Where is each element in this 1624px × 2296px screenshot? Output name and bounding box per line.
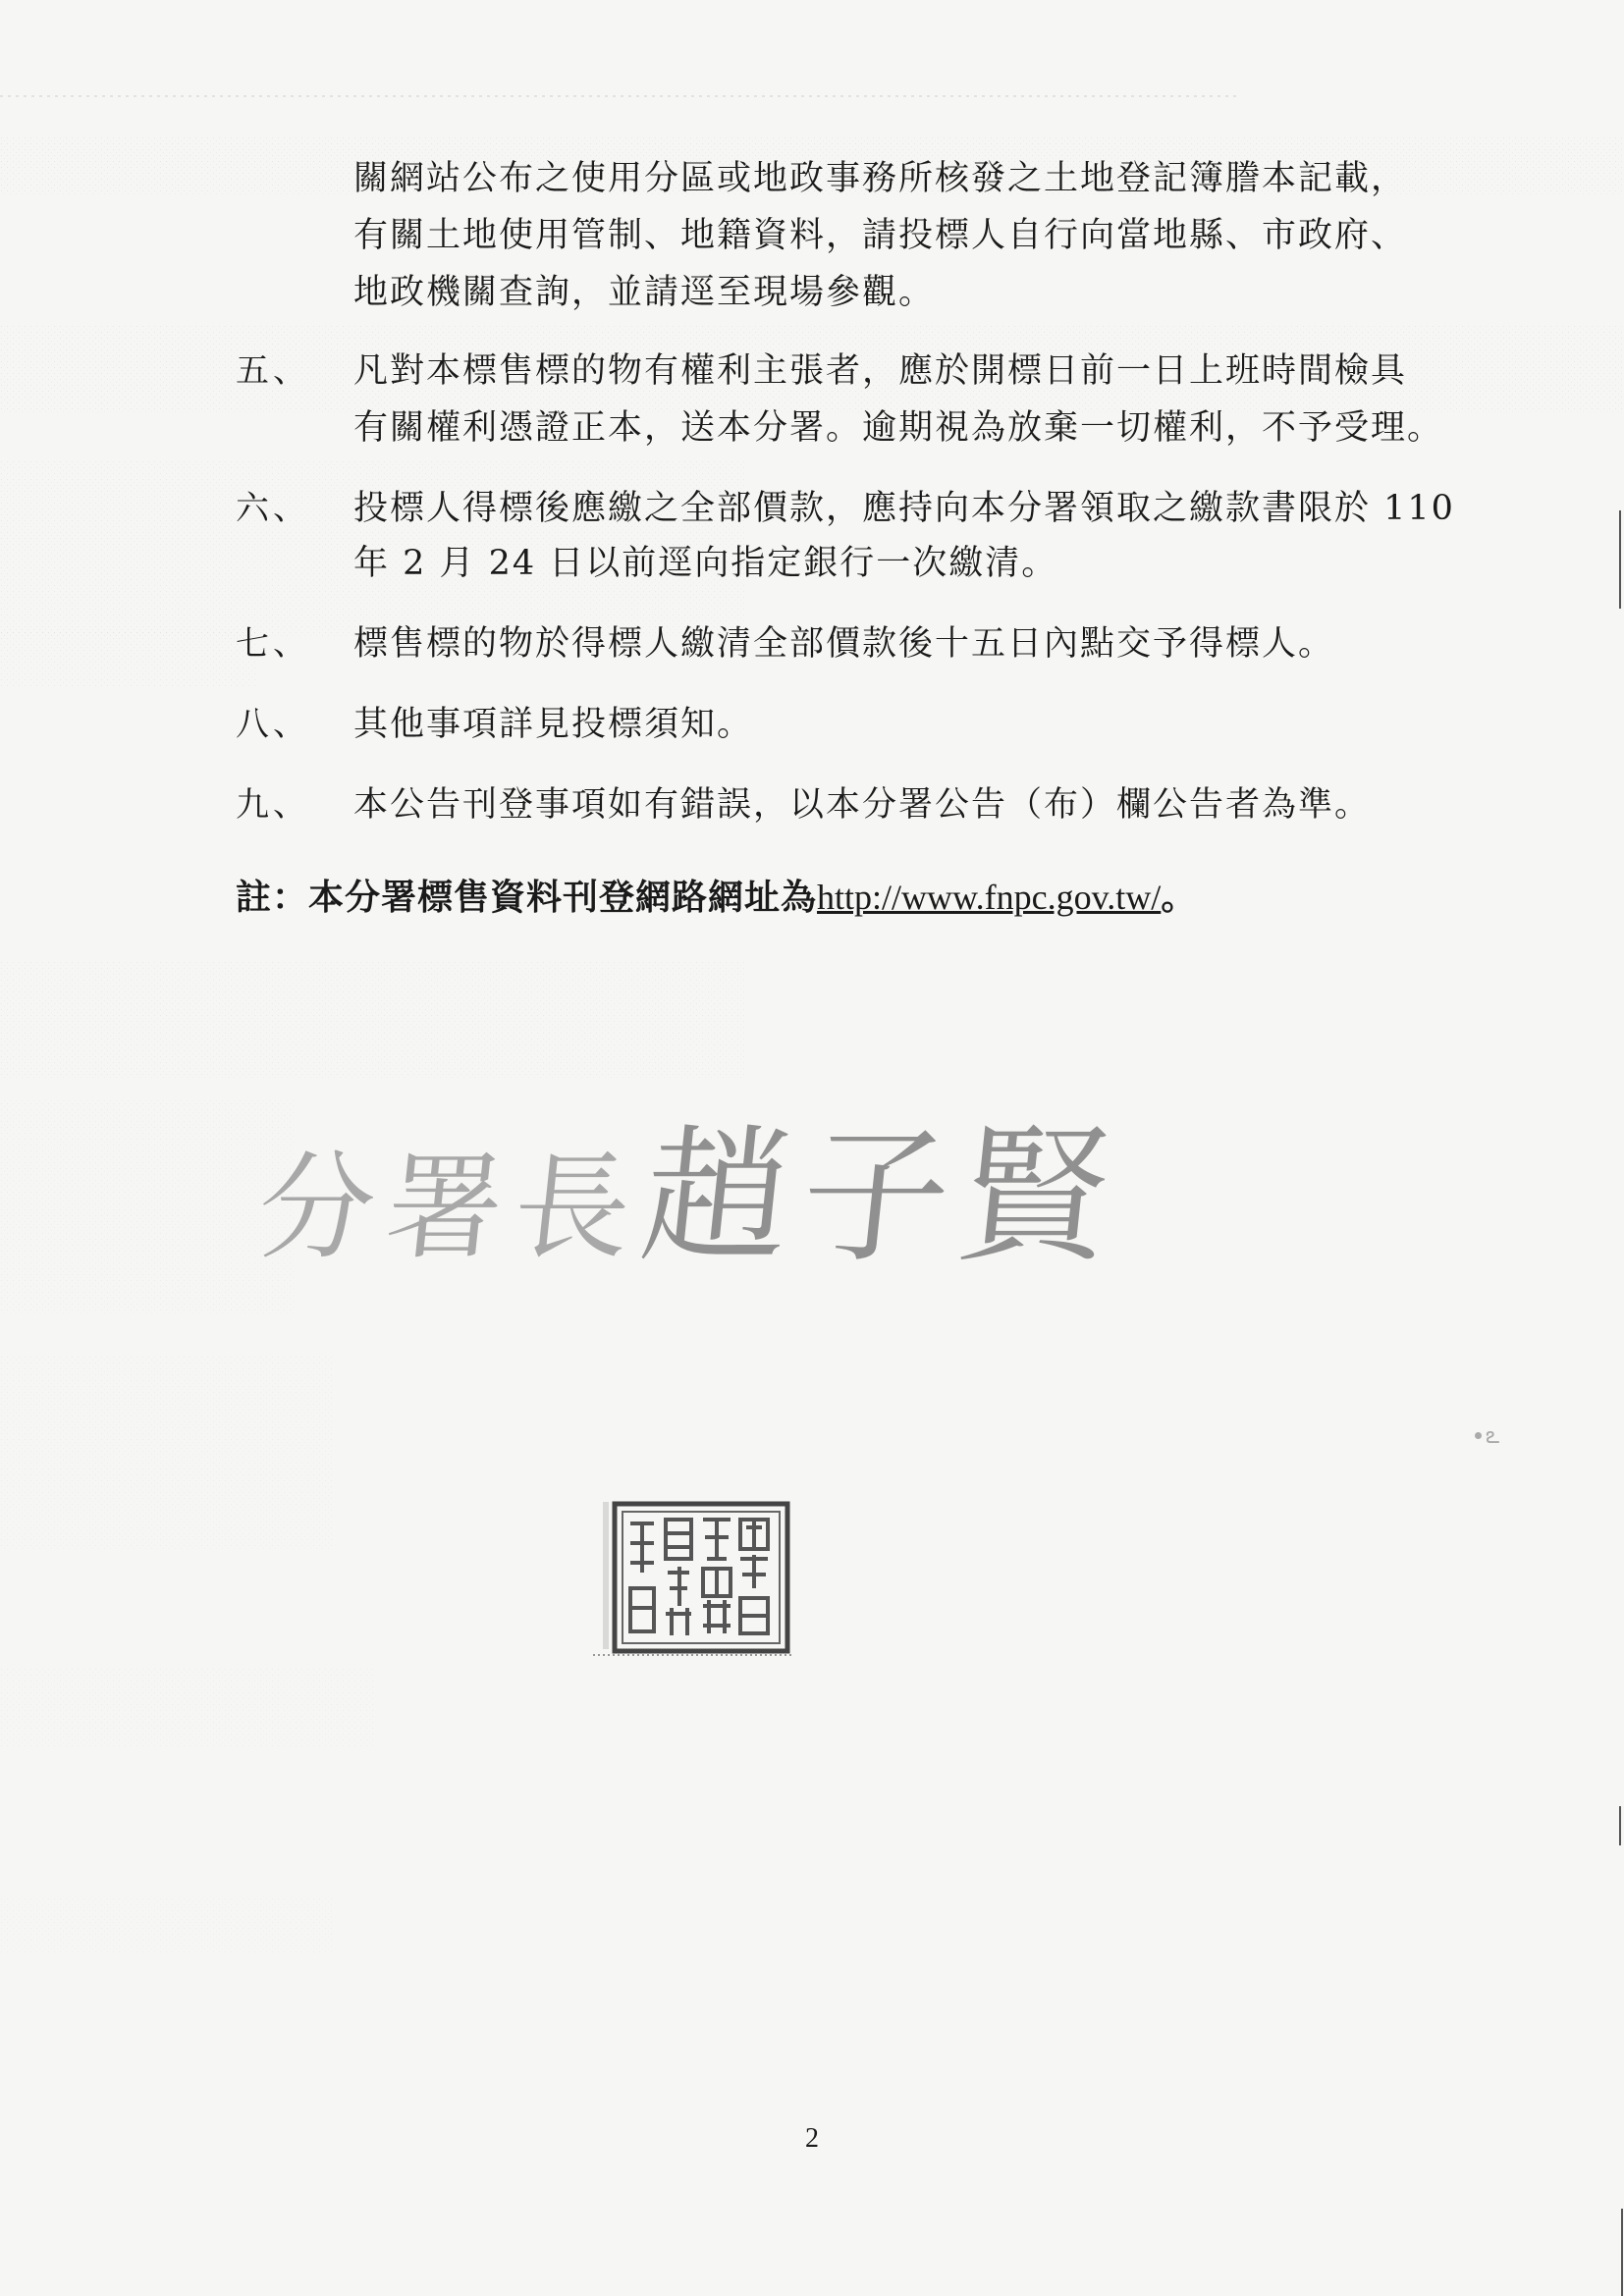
website-note — [236, 876, 1197, 919]
official-seal — [593, 1498, 793, 1661]
item-6-line-2: 年 2 月 24 日以前逕向指定銀行一次繳清。 — [353, 544, 1058, 583]
intro-line-3: 地政機關查詢，並請逕至現場參觀。 — [353, 273, 936, 312]
website-link[interactable]: http://www.fnpc.gov.tw/ — [817, 878, 1162, 917]
signature-name: 趙子賢 — [633, 1112, 1130, 1283]
item-number-7: 七、 — [236, 624, 310, 664]
signature-title: 分署長 — [251, 1140, 650, 1275]
page-number: 2 — [805, 2123, 819, 2154]
svg-text:∙ఽ: ∙ఽ — [1471, 1421, 1500, 1449]
item-9-line-1: 本公告刊登事項如有錯誤，以本分署公告（布）欄公告者為準。 — [353, 785, 1372, 825]
item-6-line-1: 投標人得標後應繳之全部價款，應持向本分署領取之繳款書限於 110 — [353, 489, 1455, 528]
note-prefix: 註：本分署標售資料刊登網路網址為 — [236, 877, 818, 918]
item-number-6: 六、 — [236, 489, 310, 528]
director-signature — [249, 1099, 1130, 1296]
item-8-line-1: 其他事項詳見投標須知。 — [353, 705, 754, 744]
item-5-line-1: 凡對本標售標的物有權利主張者，應於開標日前一日上班時間檢具 — [353, 351, 1408, 391]
item-number-5: 五、 — [236, 351, 310, 391]
item-number-8: 八、 — [236, 705, 310, 744]
item-number-9: 九、 — [236, 785, 310, 825]
item-5-line-2: 有關權利憑證正本，送本分署。逾期視為放棄一切權利，不予受理。 — [353, 408, 1444, 448]
intro-line-1: 關網站公布之使用分區或地政事務所核發之土地登記簿謄本記載， — [353, 159, 1408, 198]
item-7-line-1: 標售標的物於得標人繳清全部價款後十五日內點交予得標人。 — [353, 624, 1335, 664]
intro-line-2: 有關土地使用管制、地籍資料，請投標人自行向當地縣、市政府、 — [353, 216, 1408, 255]
note-suffix: 。 — [1161, 877, 1198, 918]
